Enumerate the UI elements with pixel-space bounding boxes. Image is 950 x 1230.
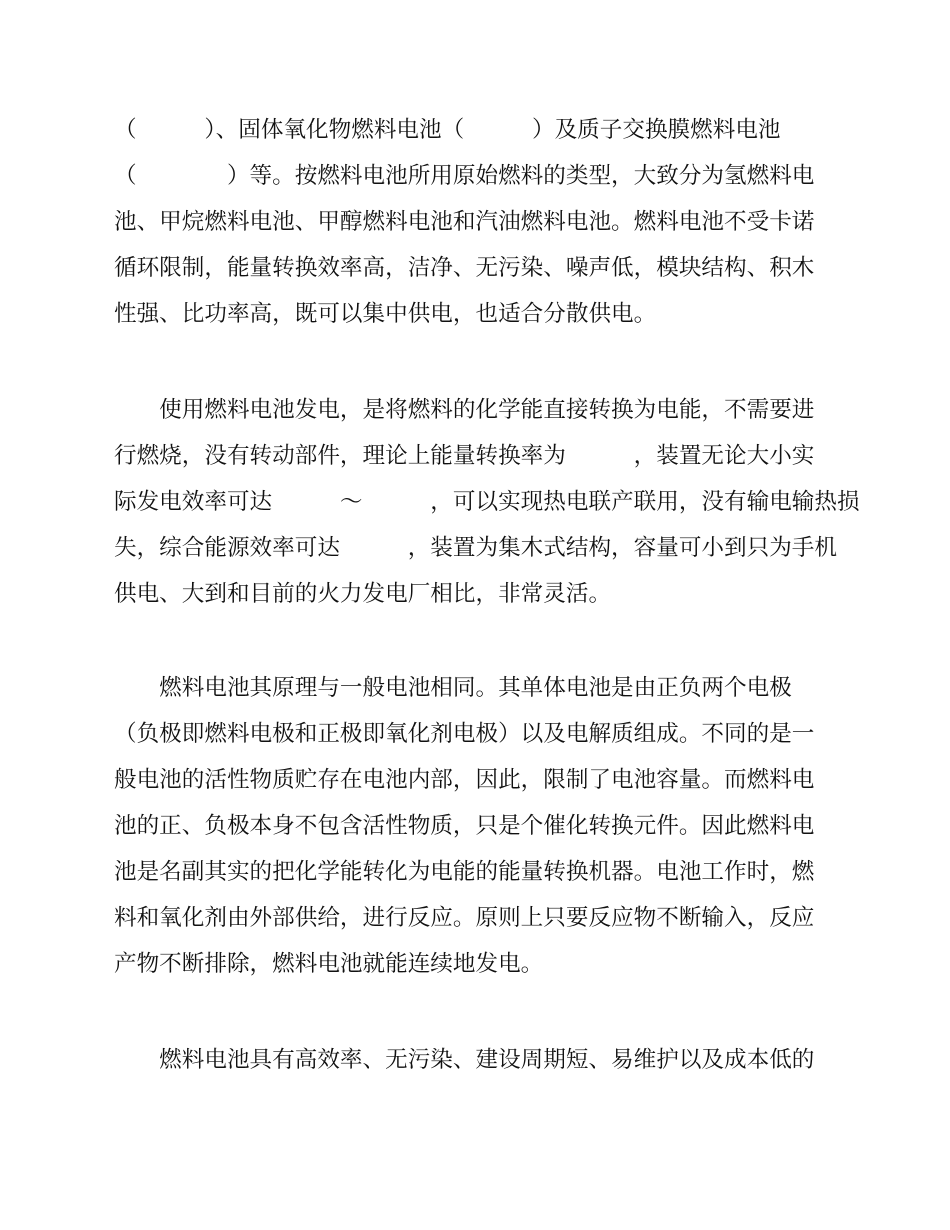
- paragraph-1-line-5: 性强、比功率高，既可以集中供电，也适合分散供电。: [114, 301, 657, 327]
- paragraph-2-line-3: 际发电效率可达 ～ ，可以实现热电联产联用，没有输电输热损: [114, 489, 860, 515]
- paragraph-2-line-4: 失，综合能源效率可达 ，装置为集木式结构，容量可小到只为手机: [114, 535, 837, 561]
- paragraph-1-line-2: （ ）等。按燃料电池所用原始燃料的类型，大致分为氢燃料电: [114, 163, 815, 189]
- paragraph-1-line-4: 循环限制，能量转换效率高，洁净、无污染、噪声低，模块结构、积木: [114, 255, 815, 281]
- paragraph-1-line-1: （ ）、固体氧化物燃料电池（ ）及质子交换膜燃料电池: [114, 117, 781, 143]
- paragraph-2-line-5: 供电、大到和目前的火力发电厂相比，非常灵活。: [114, 581, 612, 607]
- paragraph-3-line-2: （负极即燃料电极和正极即氧化剂电极）以及电解质组成。不同的是一: [114, 721, 815, 747]
- paragraph-2-line-2: 行燃烧，没有转动部件，理论上能量转换率为 ，装置无论大小实: [114, 443, 815, 469]
- paragraph-3-line-5: 池是名副其实的把化学能转化为电能的能量转换机器。电池工作时，燃: [114, 859, 815, 885]
- paragraph-1-line-3: 池、甲烷燃料电池、甲醇燃料电池和汽油燃料电池。燃料电池不受卡诺: [114, 209, 815, 235]
- paragraph-3-line-1: 燃料电池其原理与一般电池相同。其单体电池是由正负两个电极: [114, 675, 792, 701]
- paragraph-3-line-4: 池的正、负极本身不包含活性物质，只是个催化转换元件。因此燃料电: [114, 813, 815, 839]
- paragraph-3-line-6: 料和氧化剂由外部供给，进行反应。原则上只要反应物不断输入，反应: [114, 905, 815, 931]
- paragraph-4-line-1: 燃料电池具有高效率、无污染、建设周期短、易维护以及成本低的: [114, 1047, 815, 1073]
- paragraph-3-line-3: 般电池的活性物质贮存在电池内部，因此，限制了电池容量。而燃料电: [114, 767, 815, 793]
- paragraph-2-line-1: 使用燃料电池发电，是将燃料的化学能直接转换为电能，不需要进: [114, 397, 815, 423]
- paragraph-3-line-7: 产物不断排除，燃料电池就能连续地发电。: [114, 951, 544, 977]
